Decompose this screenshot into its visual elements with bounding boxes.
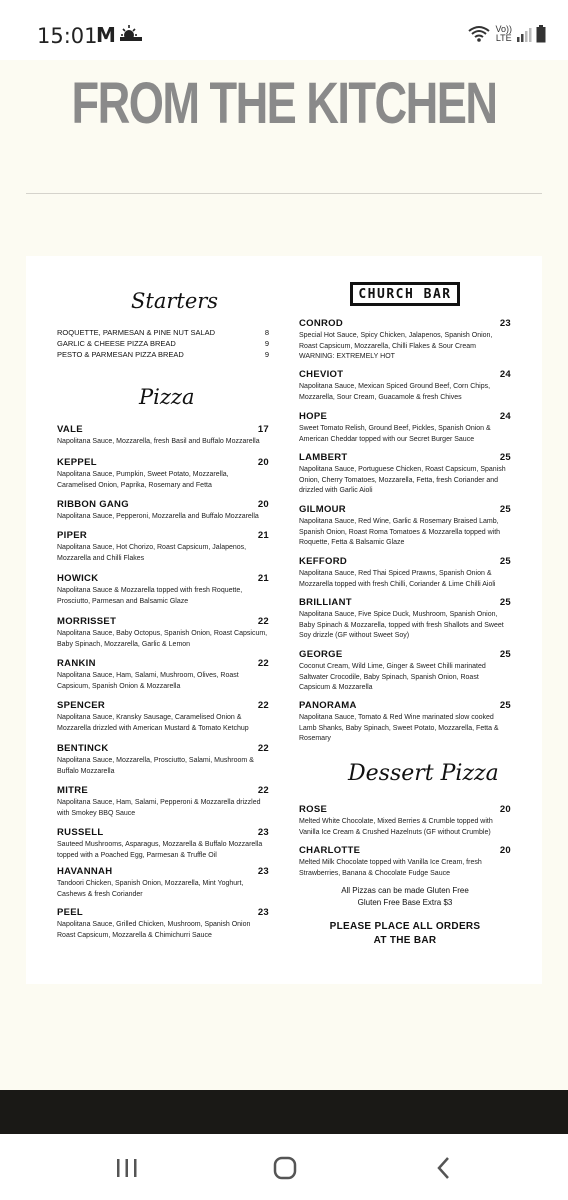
dessert-heading: Dessert Pizza: [348, 761, 499, 786]
pizza-price: 23: [257, 827, 269, 838]
gmail-icon: M: [96, 23, 116, 47]
pizza-price: 25: [499, 700, 511, 711]
dessert-item: [299, 804, 511, 838]
starter-name: GARLIC & CHEESE PIZZA BREAD: [57, 339, 176, 348]
pizza-description: Napolitana Sauce & Mozzarella topped with fresh Roquette, Prosciutto, Parmesan and Balsamic Glaze: [57, 587, 243, 605]
pizza-name: RIBBON GANG: [57, 499, 129, 510]
pizza-description: Special Hot Sauce, Spicy Chicken, Jalapenos, Spanish Onion, Roast Capsicum, Mozzarella, Chilli Flakes & Sour Cream WARNING: EXTREMELY HOT: [299, 332, 493, 360]
menu-image: [26, 256, 542, 984]
navigation-bar: [0, 1134, 568, 1200]
starter-item: [57, 349, 269, 360]
gluten-free-price-line: Gluten Free Base Extra $3: [357, 898, 453, 907]
starters-list: [57, 327, 269, 360]
pizza-item: [57, 743, 269, 777]
pizza-name: CONROD: [299, 318, 344, 329]
starter-price: 9: [264, 350, 269, 359]
pizza-item: [57, 658, 269, 692]
pizza-description: Napolitana Sauce, Pepperoni, Mozzarella and Buffalo Mozzarella: [57, 513, 259, 520]
pizza-name: PANORAMA: [299, 700, 357, 711]
church-bar-logo: CHURCH BAR: [350, 282, 460, 306]
starter-item: [57, 338, 269, 349]
status-bar: [0, 0, 568, 60]
pizza-price: 17: [257, 424, 269, 435]
pizza-description: Napolitana Sauce, Ham, Salami, Mushroom, Olives, Roast Capsicum, Spanish Onion & Mozzarella: [57, 672, 239, 690]
pizza-item: [57, 866, 269, 900]
pizza-name: PIPER: [57, 530, 88, 541]
pizza-name: PEEL: [57, 907, 84, 918]
pizza-price: 22: [257, 785, 269, 796]
pizza-price: 25: [499, 597, 511, 608]
pizza-item: [299, 369, 511, 403]
starter-price: 8: [264, 328, 269, 337]
pizza-price: 25: [499, 649, 511, 660]
pizza-name: MORRISSET: [57, 616, 117, 627]
header-divider: [26, 193, 542, 194]
volte-line1: Vo)): [495, 24, 512, 34]
home-icon[interactable]: [271, 1156, 299, 1180]
pizza-price: 22: [257, 658, 269, 669]
pizza-item: [57, 907, 269, 941]
pizza-item: [57, 424, 269, 448]
pizza-name: RUSSELL: [57, 827, 104, 838]
pizza-price: 20: [257, 499, 269, 510]
pizza-item: [299, 556, 511, 590]
pizza-name: BENTINCK: [57, 743, 109, 754]
pizza-price: 23: [257, 907, 269, 918]
pizza-name: VALE: [57, 424, 83, 435]
pizza-item: [57, 700, 269, 734]
pizza-price: 23: [499, 318, 511, 329]
pizza-description: Coconut Cream, Wild Lime, Ginger & Sweet Chilli marinated Saltwater Crocodile, Baby Spinach, Spanish Onion, Roast Capsicum & Mozzarella: [299, 663, 486, 691]
pizza-item: [299, 452, 511, 497]
starter-price: 9: [264, 339, 269, 348]
order-at-bar-note: [299, 920, 511, 948]
pizza-name: HOWICK: [57, 573, 99, 584]
pizza-name: HAVANNAH: [57, 866, 113, 877]
pizza-item: [57, 499, 269, 523]
pizza-item: [299, 318, 511, 363]
pizza-price: 24: [499, 369, 511, 380]
weather-icon: [120, 23, 142, 43]
order-line-2: AT THE BAR: [373, 935, 437, 946]
pizza-description: Napolitana Sauce, Five Spice Duck, Mushroom, Spanish Onion, Baby Spinach & Mozzarella, topped with fresh Shallots and Sweet Soy drizzle (GF without Sweet Soy): [299, 611, 504, 639]
pizza-name: KEPPEL: [57, 457, 97, 468]
footer-band: [0, 1090, 568, 1134]
pizza-description: Napolitana Sauce, Tomato & Red Wine marinated slow cooked Lamb Shanks, Baby Spinach, Sweet Potato, Mozzarella, Fetta & Rosemary: [299, 714, 499, 742]
pizza-item: [299, 597, 511, 642]
pizza-name: GILMOUR: [299, 504, 346, 515]
signal-icon: [516, 26, 532, 42]
pizza-description: Napolitana Sauce, Portuguese Chicken, Roast Capsicum, Spanish Onion, Cherry Tomatoes, Mozzarella, Fetta, fresh Coriander and drizzled with Garlic Aioli: [299, 466, 506, 494]
starter-name: ROQUETTE, PARMESAN & PINE NUT SALAD: [57, 328, 216, 337]
pizza-description: Napolitana Sauce, Mexican Spiced Ground Beef, Corn Chips, Mozzarella, Sour Cream, Guacamole & fresh Chives: [299, 383, 491, 401]
pizza-description: Sweet Tomato Relish, Ground Beef, Pickles, Spanish Onion & American Cheddar topped with our Secret Burger Sauce: [299, 425, 491, 443]
pizza-description: Sauteed Mushrooms, Asparagus, Mozzarella & Buffalo Mozzarella topped with a Poached Egg, Parmesan & Truffle Oil: [57, 841, 263, 859]
pizza-name: RANKIN: [57, 658, 96, 669]
recent-apps-icon[interactable]: [113, 1156, 141, 1180]
pizza-name: MITRE: [57, 785, 89, 796]
starter-name: PESTO & PARMESAN PIZZA BREAD: [57, 350, 184, 359]
dessert-name: CHARLOTTE: [299, 845, 361, 856]
pizza-price: 22: [257, 743, 269, 754]
back-icon[interactable]: [430, 1156, 458, 1180]
pizza-item: [57, 616, 269, 650]
pizza-description: Napolitana Sauce, Baby Octopus, Spanish Onion, Roast Capsicum, Baby Spinach, Mozzarella, Garlic & Lemon: [57, 630, 268, 648]
pizza-description: Napolitana Sauce, Mozzarella, fresh Basil and Buffalo Mozzarella: [57, 438, 260, 445]
dessert-item: [299, 845, 511, 879]
pizza-price: 21: [257, 573, 269, 584]
order-line-1: PLEASE PLACE ALL ORDERS: [329, 921, 481, 932]
dessert-description: Melted Milk Chocolate topped with Vanilla Ice Cream, fresh Strawberries, Banana & Chocolate Fudge Sauce: [299, 859, 482, 877]
pizza-price: 22: [257, 616, 269, 627]
starters-heading: Starters: [131, 289, 219, 313]
pizza-heading: Pizza: [139, 385, 195, 409]
status-icons: [467, 24, 546, 44]
pizza-item: [57, 827, 269, 861]
starter-item: [57, 327, 269, 338]
gluten-free-line: All Pizzas can be made Gluten Free: [341, 886, 469, 895]
pizza-item: [57, 785, 269, 819]
pizza-description: Napolitana Sauce, Pumpkin, Sweet Potato, Mozzarella, Caramelised Onion, Paprika, Rosemary and Fetta: [57, 471, 229, 489]
dessert-price: 20: [499, 845, 511, 856]
pizza-price: 25: [499, 556, 511, 567]
dessert-name: ROSE: [299, 804, 328, 815]
pizza-description: Tandoori Chicken, Spanish Onion, Mozzarella, Mint Yoghurt, Cashews & fresh Coriander: [57, 880, 244, 898]
pizza-name: KEFFORD: [299, 556, 348, 567]
battery-icon: [536, 25, 546, 43]
pizza-description: Napolitana Sauce, Ham, Salami, Pepperoni & Mozzarella drizzled with Smokey BBQ Sauce: [57, 799, 261, 817]
pizza-price: 25: [499, 452, 511, 463]
pizza-description: Napolitana Sauce, Red Thai Spiced Prawns, Spanish Onion & Mozzarella topped with fresh Chilli, Coriander & Lime Chilli Aioli: [299, 570, 496, 588]
pizza-item: [57, 457, 269, 491]
pizza-price: 25: [499, 504, 511, 515]
pizza-item: [299, 700, 511, 745]
gluten-free-note: [299, 885, 511, 909]
pizza-description: Napolitana Sauce, Kransky Sausage, Caramelised Onion & Mozzarella drizzled with American Mustard & Tomato Ketchup: [57, 714, 249, 732]
pizza-item: [299, 411, 511, 445]
pizza-name: LAMBERT: [299, 452, 348, 463]
pizza-item: [299, 649, 511, 694]
page-title: FROM THE KITCHEN: [71, 71, 497, 136]
pizza-price: 24: [499, 411, 511, 422]
status-time: 15:01: [37, 24, 98, 48]
pizza-price: 22: [257, 700, 269, 711]
pizza-item: [57, 573, 269, 607]
dessert-price: 20: [499, 804, 511, 815]
dessert-description: Melted White Chocolate, Mixed Berries & Crumble topped with Vanilla Ice Cream & Crushed Hazelnuts (GF without Crumble): [299, 818, 493, 836]
pizza-name: SPENCER: [57, 700, 106, 711]
pizza-name: BRILLIANT: [299, 597, 352, 608]
volte-line2: LTE: [495, 33, 512, 43]
pizza-price: 20: [257, 457, 269, 468]
pizza-price: 23: [257, 866, 269, 877]
pizza-name: CHEVIOT: [299, 369, 344, 380]
pizza-description: Napolitana Sauce, Grilled Chicken, Mushroom, Spanish Onion Roast Capsicum, Mozzarella & Chimichurri Sauce: [57, 921, 251, 939]
pizza-item: [57, 530, 269, 564]
pizza-description: Napolitana Sauce, Hot Chorizo, Roast Capsicum, Jalapenos, Mozzarella and Chilli Flakes: [57, 544, 247, 562]
wifi-icon: [467, 24, 491, 44]
pizza-description: Napolitana Sauce, Mozzarella, Prosciutto, Salami, Mushroom & Buffalo Mozzarella: [57, 757, 254, 775]
pizza-name: GEORGE: [299, 649, 343, 660]
volte-indicator: [495, 25, 512, 43]
pizza-price: 21: [257, 530, 269, 541]
pizza-description: Napolitana Sauce, Red Wine, Garlic & Rosemary Braised Lamb, Spanish Onion, Roast Roma Tomatoes & Mozzarella topped with Roquette, Fetta & Balsamic Glaze: [299, 518, 501, 546]
pizza-name: HOPE: [299, 411, 328, 422]
pizza-item: [299, 504, 511, 549]
